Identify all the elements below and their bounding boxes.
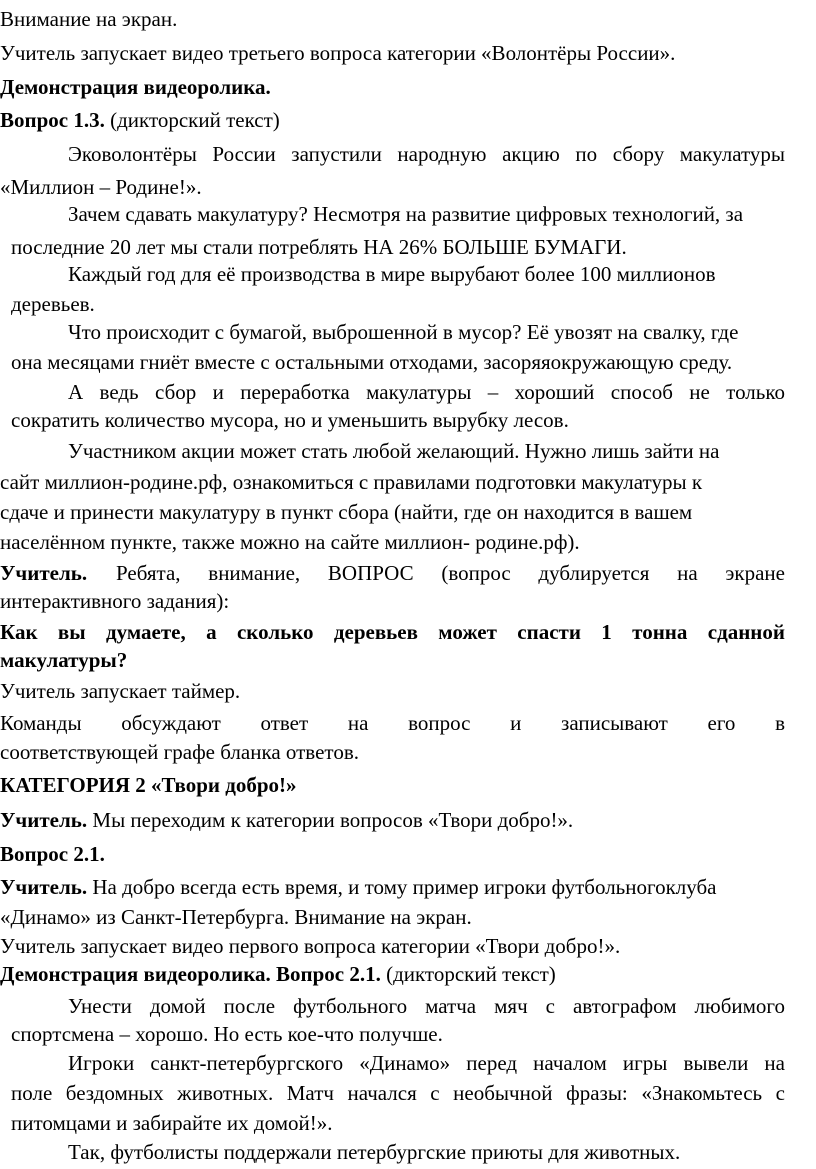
paragraph-line: населённом пункте, также можно на сайте миллион- родине.рф). [0, 530, 580, 554]
paragraph-line: Унести домой после футбольного матча мяч с автографом любимого [68, 994, 785, 1018]
question-number: Вопрос 1.3. [0, 108, 105, 132]
paragraph-line: Игроки санкт-петербургского «Динамо» перед началом игры вывели на [68, 1051, 785, 1075]
category-heading: КАТЕГОРИЯ 2 «Твори добро!» [0, 773, 297, 797]
paragraph-line: сайт миллион-родине.рф, ознакомиться с правилами подготовки макулатуры к [0, 470, 703, 494]
paragraph-line: поле бездомных животных. Матч начался с необычной фразы: «Знакомьтесь с [11, 1081, 785, 1105]
text-line: Учитель запускает видео первого вопроса категории «Твори добро!». [0, 934, 621, 958]
teacher-text: На добро всегда есть время, и тому пример игроки футбольногоклуба [87, 875, 717, 899]
paragraph-line: Что происходит с бумагой, выброшенной в мусор? Её увозят на свалку, где [68, 320, 739, 344]
teacher-label: Учитель. [0, 561, 88, 585]
text-line: Внимание на экран. [0, 7, 178, 31]
teacher-line [0, 875, 716, 899]
paragraph-line: деревьев. [11, 292, 95, 316]
question-note: (дикторский текст) [104, 108, 280, 132]
text-line: «Динамо» из Санкт-Петербурга. Внимание на экран. [0, 905, 472, 929]
paragraph-line: последние 20 лет мы стали потреблять НА 26% БОЛЬШЕ БУМАГИ. [11, 235, 627, 259]
demo-label: Демонстрация видеоролика. Вопрос 2.1. [0, 962, 381, 986]
paragraph-line: Зачем сдавать макулатуру? Несмотря на развитие цифровых технологий, за [68, 202, 744, 226]
heading-demo: Демонстрация видеоролика. [0, 75, 271, 99]
paragraph-line: питомцами и забирайте их домой!». [11, 1111, 333, 1135]
text-line: соответствующей графе бланка ответов. [0, 740, 359, 764]
demo-note: (дикторский текст) [380, 962, 556, 986]
text-line: Учитель запускает видео третьего вопроса категории «Волонтёры России». [0, 41, 676, 65]
demo-heading [0, 962, 556, 986]
teacher-line [0, 808, 573, 832]
text-line: Команды обсуждают ответ на вопрос и записывают его в [0, 711, 785, 735]
teacher-line [0, 561, 785, 585]
teacher-label: Учитель. [0, 875, 88, 899]
text-line: Учитель запускает таймер. [0, 679, 241, 703]
teacher-text: Мы переходим к категории вопросов «Твори добро!». [87, 808, 574, 832]
question-bold: макулатуры? [0, 648, 128, 672]
paragraph-line: Так, футболисты поддержали петербургские приюты для животных. [68, 1140, 681, 1164]
paragraph-line: спортсмена – хорошо. Но есть кое-что получше. [11, 1022, 443, 1046]
paragraph-line: А ведь сбор и переработка макулатуры – хороший способ не только [68, 380, 785, 404]
paragraph-line: «Миллион – Родине!». [0, 175, 202, 199]
teacher-text: Ребята, внимание, ВОПРОС (вопрос дублируется на экране [116, 561, 785, 585]
paragraph-line: Эковолонтёры России запустили народную акцию по сбору макулатуры [68, 142, 785, 166]
paragraph-line: сдаче и принести макулатуру в пункт сбора (найти, где он находится в вашем [0, 500, 693, 524]
text-line: интерактивного задания): [0, 589, 230, 613]
paragraph-line: сократить количество мусора, но и уменьшить вырубку лесов. [11, 408, 569, 432]
paragraph-line: Каждый год для её производства в мире вырубают более 100 миллионов [68, 262, 716, 286]
question-heading [0, 108, 280, 132]
paragraph-line: Участником акции может стать любой желающий. Нужно лишь зайти на [68, 439, 720, 463]
paragraph-line: она месяцами гниёт вместе с остальными отходами, засоряяокружающую среду. [11, 350, 733, 374]
question-bold: Как вы думаете, а сколько деревьев может спасти 1 тонна сданной [0, 620, 785, 644]
question-heading: Вопрос 2.1. [0, 842, 105, 866]
teacher-label: Учитель. [0, 808, 88, 832]
